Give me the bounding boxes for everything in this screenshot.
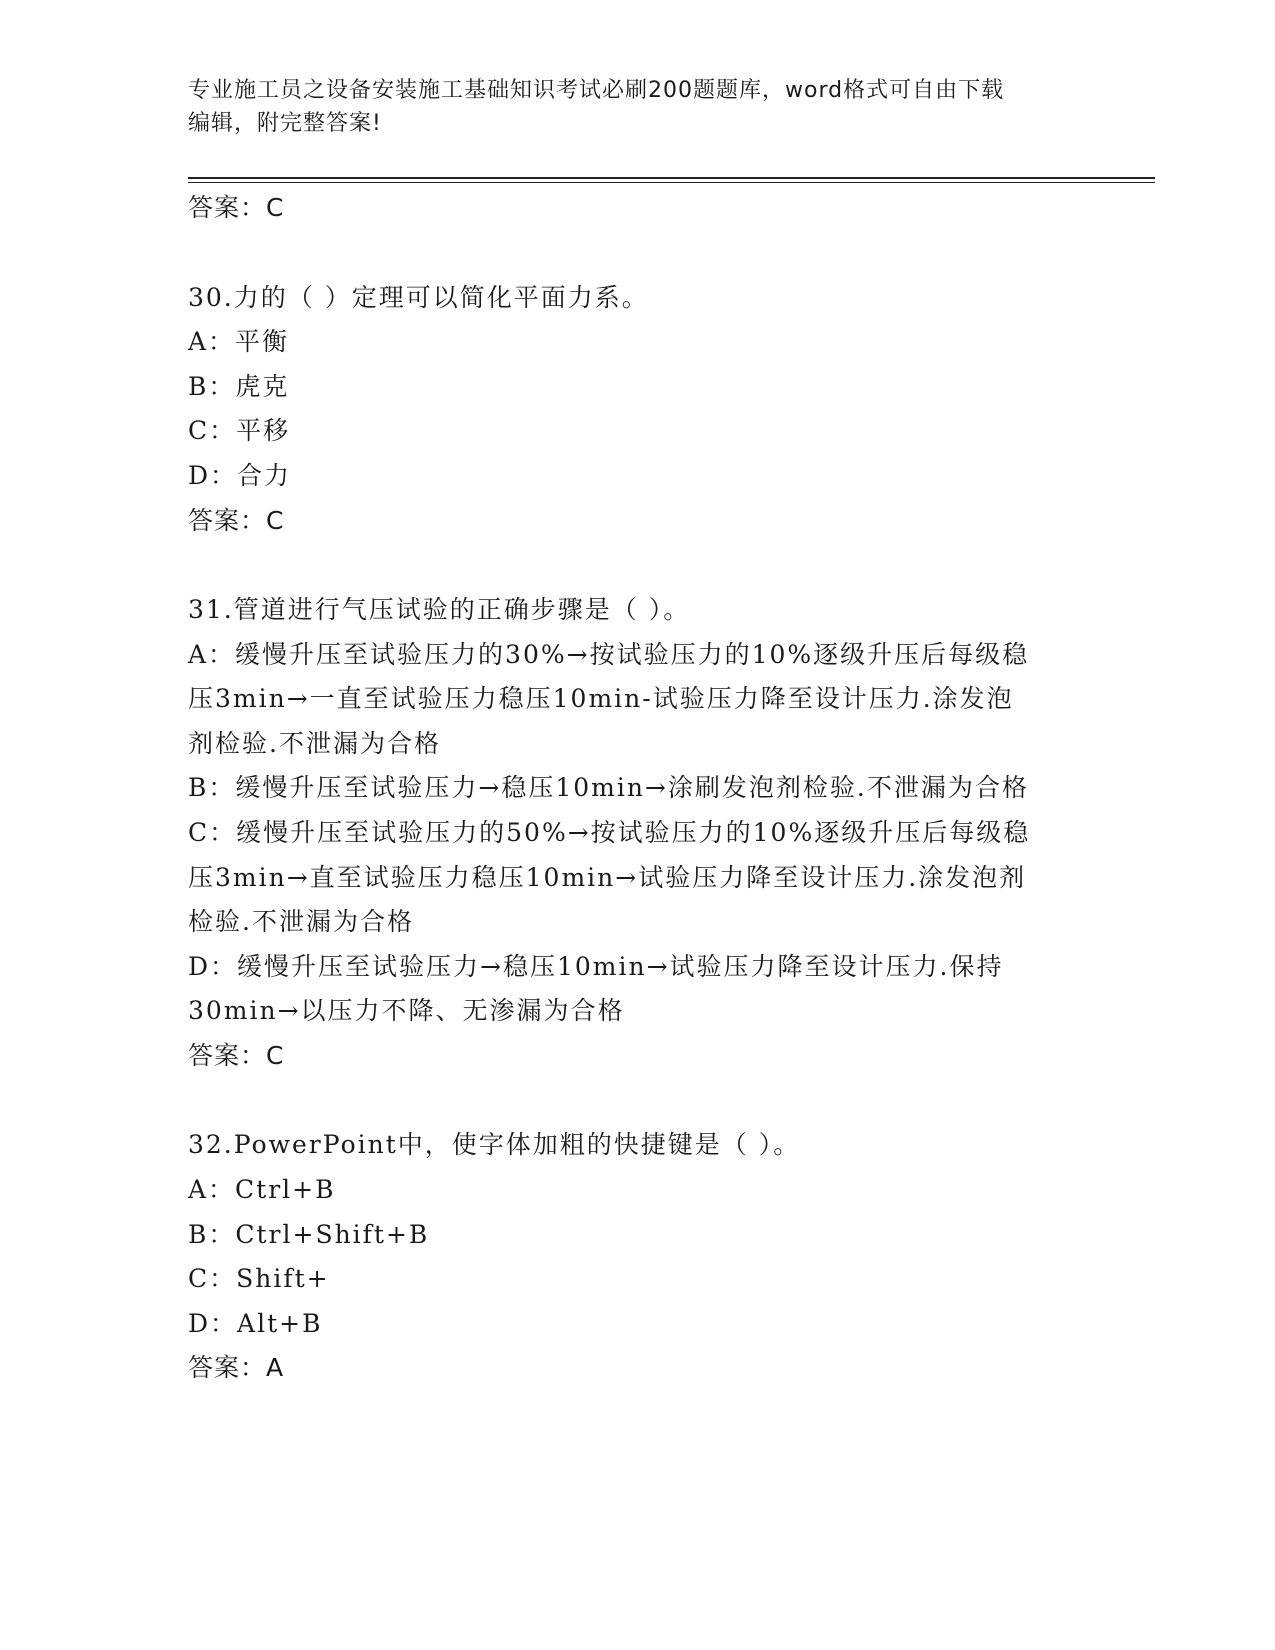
document-header — [188, 74, 1088, 140]
header-title-line-1: 专业施工员之设备安装施工基础知识考试必刷200题题库，word格式可自由下载 — [188, 78, 1005, 103]
header-divider-thick — [188, 177, 1155, 179]
question-text: 30.力的（ ）定理可以简化平面力系。 — [188, 283, 649, 312]
option-b: B：虎克 — [188, 372, 290, 401]
option-b: B：缓慢升压至试验压力→稳压10min→涂刷发泡剂检验.不泄漏为合格 — [188, 773, 1029, 802]
question-text: 31.管道进行气压试验的正确步骤是（ ）。 — [188, 595, 691, 624]
option-a-line-1: A：缓慢升压至试验压力的30%→按试验压力的10%逐级升压后每级稳 — [188, 640, 1030, 669]
answer-prev: 答案：C — [188, 193, 285, 222]
option-a-line-2: 压3min→一直至试验压力稳压10min-试验压力降至设计压力.涂发泡 — [188, 684, 1014, 713]
option-a: A：Ctrl+B — [188, 1175, 336, 1204]
option-b: B：Ctrl+Shift+B — [188, 1220, 430, 1249]
option-a: A：平衡 — [188, 327, 290, 356]
option-d: D：合力 — [188, 461, 292, 490]
header-title-line-2: 编辑，附完整答案! — [188, 111, 382, 136]
option-c-line-3: 检验.不泄漏为合格 — [188, 907, 414, 936]
option-d-line-2: 30min→以压力不降、无渗漏为合格 — [188, 996, 625, 1025]
answer: 答案：C — [188, 1041, 285, 1070]
question-text: 32.PowerPoint中，使字体加粗的快捷键是（ ）。 — [188, 1130, 801, 1159]
option-c: C：Shift+ — [188, 1264, 330, 1293]
option-c-line-2: 压3min→直至试验压力稳压10min→试验压力降至设计压力.涂发泡剂 — [188, 863, 1027, 892]
header-divider-thin — [188, 182, 1155, 183]
answer: 答案：A — [188, 1353, 285, 1382]
option-a-line-3: 剂检验.不泄漏为合格 — [188, 729, 441, 758]
option-d: D：Alt+B — [188, 1309, 323, 1338]
answer: 答案：C — [188, 506, 285, 535]
option-c-line-1: C：缓慢升压至试验压力的50%→按试验压力的10%逐级升压后每级稳 — [188, 818, 1031, 847]
option-d-line-1: D：缓慢升压至试验压力→稳压10min→试验压力降至设计压力.保持 — [188, 952, 1004, 981]
option-c: C：平移 — [188, 416, 291, 445]
